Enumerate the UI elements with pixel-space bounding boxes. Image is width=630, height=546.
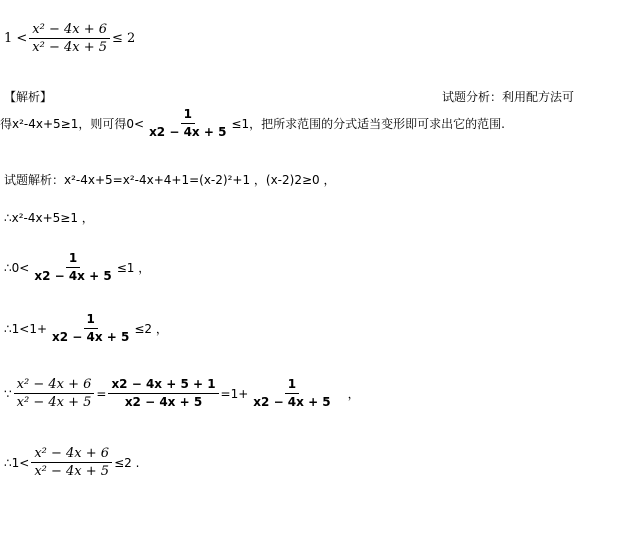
analysis-summary-start: 试题分析：利用配方法可 [442,90,575,104]
step4-fraction: $\frac{1}{x2 - 4x + 5}$ [52,312,130,344]
question-fraction [29,22,110,55]
analysis-line [0,107,505,140]
question-lead: 1 < [4,31,28,46]
step5-fraction-2: $\frac{x2 - 4x + 5 + 1}{x2 - 4x + 5}$ [108,377,218,410]
step3-fraction: $\frac{1}{x2 - 4x + 5}$ [34,251,112,283]
solution-label: 试题解析： [4,173,65,187]
solution-step-6: ∴1< $\frac{\text{x² − 4x + 6}}{\text{x² − 4x + 5}}$ ≤2 . [4,446,140,479]
solution-step-3: ∴0< $\frac{1}{x2 - 4x + 5}$ ≤1 ， [4,251,151,283]
solution-step-1: 试题解析： x²-4x+5=x²-4x+4+1=(x-2)²+1 ，(x-2)2≥0 ， [4,173,336,187]
analysis-fraction: $\frac{1}{x2 - 4x + 5}$ [149,107,227,139]
question-tail: ≤ 2 [112,31,136,46]
step5-fraction-3: $\frac{1}{x2 - 4x + 5}$ [253,377,331,409]
solution-step-2: ∴x²-4x+5≥1 ， [4,211,94,225]
question-denominator: x² − 4x + 5 [32,40,108,55]
analysis-header: 【解析】 [4,90,53,104]
step5-fraction-1: $\frac{\text{x² − 4x + 6}}{\text{x² − 4x + 5}}$ [14,377,95,410]
analysis-text-b: ≤1，把所求范围的分式适当变形即可求出它的范围. [231,117,505,131]
solution-step-4: ∴1<1+ $\frac{1}{x2 - 4x + 5}$ ≤2 ， [4,312,168,344]
step6-fraction: $\frac{\text{x² − 4x + 6}}{\text{x² − 4x + 5}}$ [31,446,112,479]
question-inequality [4,22,135,55]
solution-step-5: ∵ $\frac{\text{x² − 4x + 6}}{\text{x² − 4x + 5}}$ = $\frac{x2 - 4x + 5 + 1}{x2 - 4x + 5}$ =1+ $\frac{1}{x2 - 4x + 5}$ ， [4,377,360,410]
analysis-text-a: 得x²-4x+5≥1，则可得0< [0,117,145,131]
question-numerator: x² − 4x + 6 [29,22,110,39]
